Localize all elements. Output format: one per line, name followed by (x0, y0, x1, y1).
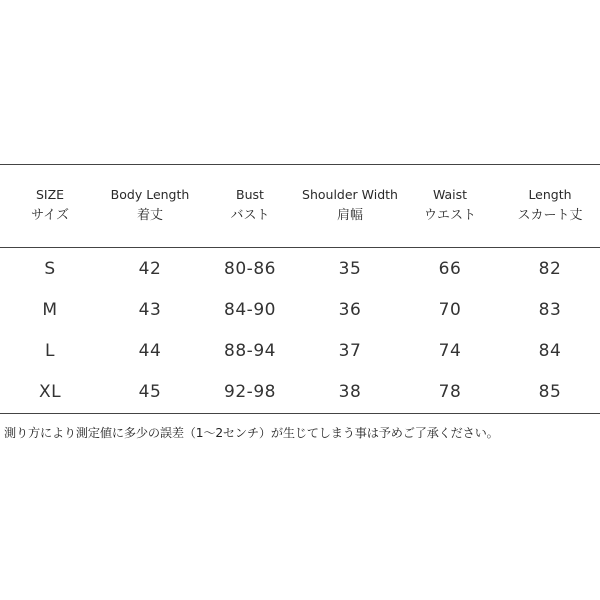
cell-waist: 78 (438, 381, 462, 402)
table-row (0, 330, 600, 371)
header-body-length-jp: 着丈 (136, 208, 163, 223)
table-header-row (0, 165, 600, 247)
cell-bust: 84-90 (224, 299, 276, 320)
cell-body-length: 42 (138, 258, 162, 279)
cell-shoulder-width: 35 (338, 258, 362, 279)
header-body-length-en: Body Length (110, 187, 190, 202)
cell-shoulder-width: 37 (338, 340, 362, 361)
cell-size: L (45, 340, 55, 361)
cell-bust: 88-94 (224, 340, 276, 361)
header-shoulder-width (300, 165, 400, 247)
header-waist (400, 165, 500, 247)
header-body-length (100, 165, 200, 247)
cell-waist: 70 (438, 299, 462, 320)
header-bust-jp: バスト (230, 208, 270, 223)
header-length-en: Length (528, 187, 572, 202)
table-row (0, 248, 600, 289)
cell-bust: 92-98 (224, 381, 276, 402)
header-waist-jp: ウエスト (423, 208, 476, 223)
header-bust (200, 165, 300, 247)
header-length-jp: スカート丈 (517, 208, 583, 223)
cell-size: XL (38, 381, 62, 402)
cell-shoulder-width: 38 (338, 381, 362, 402)
header-length (500, 165, 600, 247)
cell-length: 85 (538, 381, 562, 402)
cell-size: M (42, 299, 58, 320)
cell-body-length: 44 (138, 340, 162, 361)
cell-waist: 66 (438, 258, 462, 279)
size-chart-table (0, 165, 600, 412)
cell-bust: 80-86 (224, 258, 276, 279)
header-bust-en: Bust (236, 187, 264, 202)
cell-body-length: 45 (138, 381, 162, 402)
cell-shoulder-width: 36 (338, 299, 362, 320)
table-row (0, 289, 600, 330)
header-size-jp: サイズ (31, 208, 69, 223)
header-shoulder-width-jp: 肩幅 (336, 208, 363, 223)
table-bottom-rule (0, 413, 600, 414)
cell-body-length: 43 (138, 299, 162, 320)
cell-size: S (44, 258, 56, 279)
header-size-en: SIZE (35, 187, 65, 202)
table-row (0, 371, 600, 412)
header-shoulder-width-en: Shoulder Width (302, 187, 398, 202)
measurement-disclaimer: 測り方により測定値に多少の誤差（1〜2センチ）が生じてしまう事は予めご了承ください。 (4, 426, 499, 440)
cell-waist: 74 (438, 340, 462, 361)
cell-length: 84 (538, 340, 562, 361)
header-size (0, 165, 100, 247)
header-waist-en: Waist (432, 187, 468, 202)
cell-length: 82 (538, 258, 562, 279)
cell-length: 83 (538, 299, 562, 320)
